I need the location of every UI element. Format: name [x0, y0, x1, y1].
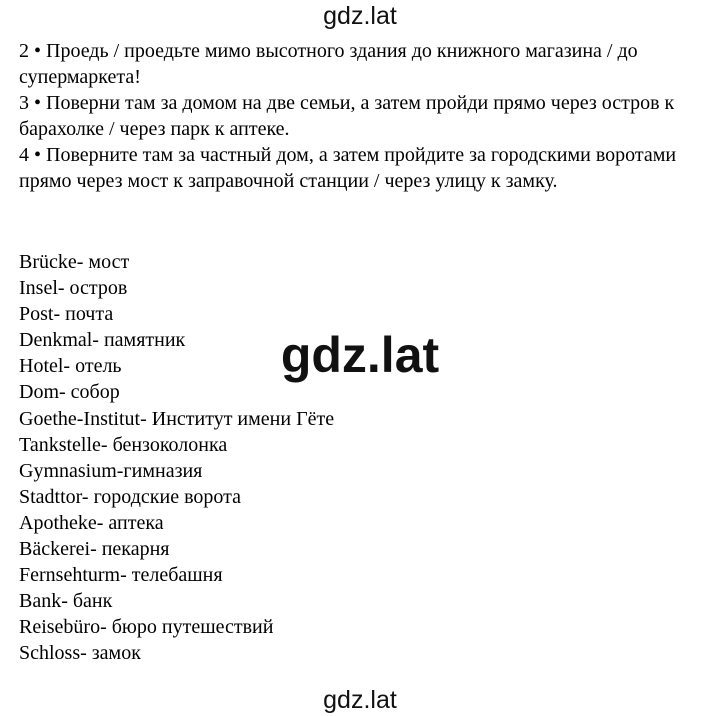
vocab-item: Bäckerei- пекарня: [19, 538, 170, 561]
vocab-item: Brücke- мост: [19, 251, 130, 273]
vocab-item: Fernsehturm- телебашня: [19, 564, 223, 587]
vocab-item: Bank- банк: [19, 590, 113, 613]
instruction-paragraph-3: 3 • Поверни там за домом на две семьи, а затем пройди прямо через остров к барахолке / через парк к аптеке.: [19, 92, 675, 140]
vocabulary-list: [19, 249, 519, 667]
vocab-item: Gymnasium-гимназия: [19, 459, 203, 482]
vocab-item: Stadttor- городские ворота: [19, 485, 241, 508]
watermark-bottom: gdz.lat: [323, 686, 397, 714]
instruction-paragraph-2: 2 • Проедь / проедьте мимо высотного здания до книжного магазина / до супермаркета!: [19, 40, 638, 88]
vocab-item: Insel- остров: [19, 277, 128, 300]
vocab-item: Apotheke- аптека: [19, 511, 164, 534]
watermark-top: gdz.lat: [323, 2, 397, 30]
vocab-item: Schloss- замок: [19, 642, 141, 665]
vocab-item: Denkmal- памятник: [19, 329, 186, 352]
vocab-item: Reisebüro- бюро путешествий: [19, 616, 274, 639]
vocab-item: Tankstelle- бензоколонка: [19, 433, 228, 456]
vocab-item: Post- почта: [19, 303, 114, 326]
instructions-block: [19, 38, 709, 194]
vocab-item: Dom- собор: [19, 381, 120, 404]
instruction-paragraph-4: 4 • Поверните там за частный дом, а затем пройдите за городскими воротами прямо через мост к заправочной станции / через улицу к замку.: [19, 144, 677, 192]
vocab-item: Hotel- отель: [19, 355, 122, 378]
vocab-item: Goethe-Institut- Институт имени Гёте: [19, 407, 335, 430]
watermark-center: gdz.lat: [280, 327, 440, 383]
